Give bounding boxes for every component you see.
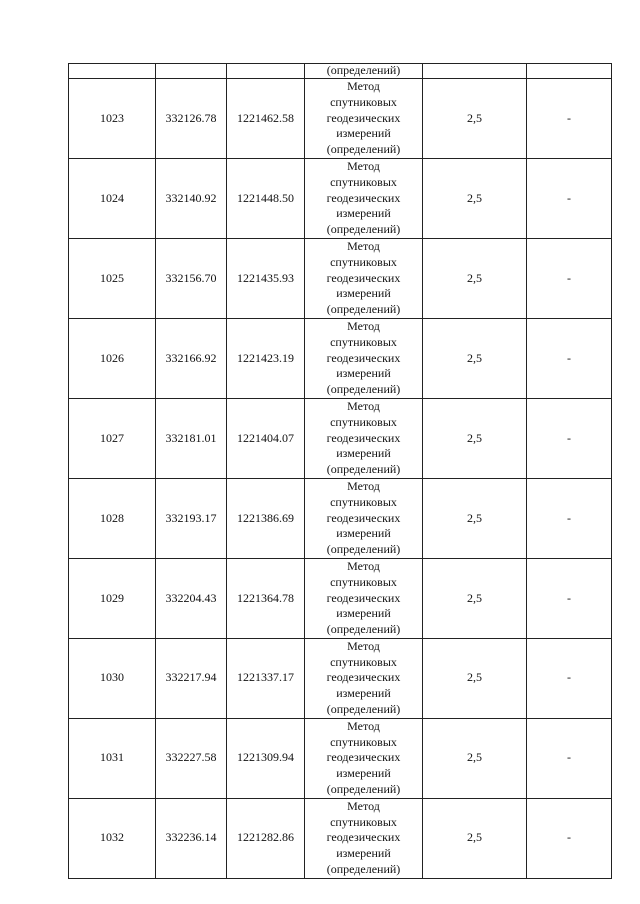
- method-line: измерений: [336, 206, 391, 221]
- accuracy-cell: 2,5: [423, 238, 527, 318]
- method-line: (определений): [326, 862, 401, 877]
- x-coordinate-cell: 332181.01: [156, 398, 227, 478]
- accuracy-cell: 2,5: [423, 638, 527, 718]
- y-coordinate-cell: 1221448.50: [227, 158, 305, 238]
- x-coordinate-cell: 332166.92: [156, 318, 227, 398]
- x-coordinate-cell: 332217.94: [156, 638, 227, 718]
- method-line: геодезических: [326, 830, 401, 845]
- x-coordinate-cell: 332126.78: [156, 79, 227, 159]
- method-line: (определений): [326, 462, 401, 477]
- method-line: Метод: [347, 558, 380, 573]
- method-cell: [305, 798, 423, 878]
- point-number-cell: 1031: [69, 718, 156, 798]
- point-number-cell: 1029: [69, 558, 156, 638]
- accuracy-cell: 2,5: [423, 158, 527, 238]
- accuracy-cell: 2,5: [423, 79, 527, 159]
- method-line: измерений: [336, 446, 391, 461]
- method-line: измерений: [336, 286, 391, 301]
- table-row: [69, 79, 612, 159]
- table-row: [69, 398, 612, 478]
- method-line: геодезических: [326, 190, 401, 205]
- method-line: геодезических: [326, 510, 401, 525]
- coordinates-table: [68, 63, 612, 879]
- x-coordinate-cell: 332193.17: [156, 478, 227, 558]
- accuracy-cell: 2,5: [423, 718, 527, 798]
- method-line: Метод: [347, 398, 380, 413]
- method-line: (определений): [326, 702, 401, 717]
- accuracy-cell: 2,5: [423, 398, 527, 478]
- point-number-cell: 1028: [69, 478, 156, 558]
- table-row: [69, 718, 612, 798]
- table-row: [69, 478, 612, 558]
- method-line: (определений): [326, 142, 401, 157]
- method-line: геодезических: [326, 750, 401, 765]
- continued-y-cell: [227, 64, 305, 79]
- note-cell: -: [527, 718, 612, 798]
- table-row: [69, 318, 612, 398]
- method-line: спутниковых: [330, 334, 397, 349]
- method-cell: [305, 318, 423, 398]
- note-cell: -: [527, 318, 612, 398]
- method-cell: [305, 558, 423, 638]
- method-line: спутниковых: [330, 494, 397, 509]
- table-row: [69, 238, 612, 318]
- point-number-cell: 1032: [69, 798, 156, 878]
- x-coordinate-cell: 332156.70: [156, 238, 227, 318]
- note-cell: -: [527, 79, 612, 159]
- x-coordinate-cell: 332204.43: [156, 558, 227, 638]
- note-cell: -: [527, 158, 612, 238]
- y-coordinate-cell: 1221309.94: [227, 718, 305, 798]
- method-line: спутниковых: [330, 174, 397, 189]
- x-coordinate-cell: 332227.58: [156, 718, 227, 798]
- note-cell: -: [527, 478, 612, 558]
- note-cell: -: [527, 398, 612, 478]
- method-line: спутниковых: [330, 94, 397, 109]
- method-line: Метод: [347, 478, 380, 493]
- y-coordinate-cell: 1221282.86: [227, 798, 305, 878]
- method-line: геодезических: [326, 350, 401, 365]
- method-line: (определений): [326, 542, 401, 557]
- x-coordinate-cell: 332236.14: [156, 798, 227, 878]
- point-number-cell: 1030: [69, 638, 156, 718]
- point-number-cell: 1023: [69, 79, 156, 159]
- method-cell: [305, 398, 423, 478]
- point-number-cell: 1027: [69, 398, 156, 478]
- method-line: (определений): [326, 782, 401, 797]
- method-cell: [305, 158, 423, 238]
- method-line: спутниковых: [330, 654, 397, 669]
- method-cell: [305, 79, 423, 159]
- accuracy-cell: 2,5: [423, 558, 527, 638]
- point-number-cell: 1025: [69, 238, 156, 318]
- method-line: спутниковых: [330, 254, 397, 269]
- method-line: Метод: [347, 798, 380, 813]
- method-line: измерений: [336, 686, 391, 701]
- table-row: [69, 158, 612, 238]
- table-row: [69, 638, 612, 718]
- method-cell: [305, 238, 423, 318]
- method-line: Метод: [347, 318, 380, 333]
- continued-x-cell: [156, 64, 227, 79]
- method-line: измерений: [336, 846, 391, 861]
- point-number-cell: 1024: [69, 158, 156, 238]
- method-line: измерений: [336, 606, 391, 621]
- method-line: (определений): [326, 622, 401, 637]
- y-coordinate-cell: 1221364.78: [227, 558, 305, 638]
- y-coordinate-cell: 1221337.17: [227, 638, 305, 718]
- accuracy-cell: 2,5: [423, 798, 527, 878]
- method-cell: [305, 638, 423, 718]
- continued-accuracy-cell: [423, 64, 527, 79]
- method-line: измерений: [336, 766, 391, 781]
- y-coordinate-cell: 1221404.07: [227, 398, 305, 478]
- method-line: Метод: [347, 238, 380, 253]
- point-number-cell: 1026: [69, 318, 156, 398]
- y-coordinate-cell: 1221435.93: [227, 238, 305, 318]
- continued-row: [69, 64, 612, 79]
- method-line: спутниковых: [330, 814, 397, 829]
- note-cell: -: [527, 238, 612, 318]
- y-coordinate-cell: 1221462.58: [227, 79, 305, 159]
- method-line: геодезических: [326, 670, 401, 685]
- method-line: (определений): [326, 382, 401, 397]
- method-line: геодезических: [326, 430, 401, 445]
- note-cell: -: [527, 558, 612, 638]
- continued-point-cell: [69, 64, 156, 79]
- table-row: [69, 558, 612, 638]
- method-line: спутниковых: [330, 574, 397, 589]
- method-line: геодезических: [326, 270, 401, 285]
- method-line: измерений: [336, 366, 391, 381]
- accuracy-cell: 2,5: [423, 478, 527, 558]
- y-coordinate-cell: 1221386.69: [227, 478, 305, 558]
- method-line: Метод: [347, 638, 380, 653]
- note-cell: -: [527, 638, 612, 718]
- method-line: измерений: [336, 126, 391, 141]
- table-row: [69, 798, 612, 878]
- table-body: [69, 64, 612, 879]
- continued-method-cell: (определений): [305, 64, 423, 79]
- method-line: (определений): [326, 302, 401, 317]
- method-line: измерений: [336, 526, 391, 541]
- accuracy-cell: 2,5: [423, 318, 527, 398]
- method-line: геодезических: [326, 590, 401, 605]
- method-line: Метод: [347, 79, 380, 93]
- method-line: спутниковых: [330, 414, 397, 429]
- method-line: (определений): [326, 222, 401, 237]
- method-cell: [305, 718, 423, 798]
- method-cell: [305, 478, 423, 558]
- continued-note-cell: [527, 64, 612, 79]
- note-cell: -: [527, 798, 612, 878]
- method-line: Метод: [347, 718, 380, 733]
- method-line: Метод: [347, 158, 380, 173]
- y-coordinate-cell: 1221423.19: [227, 318, 305, 398]
- x-coordinate-cell: 332140.92: [156, 158, 227, 238]
- method-line: геодезических: [326, 110, 401, 125]
- method-line: спутниковых: [330, 734, 397, 749]
